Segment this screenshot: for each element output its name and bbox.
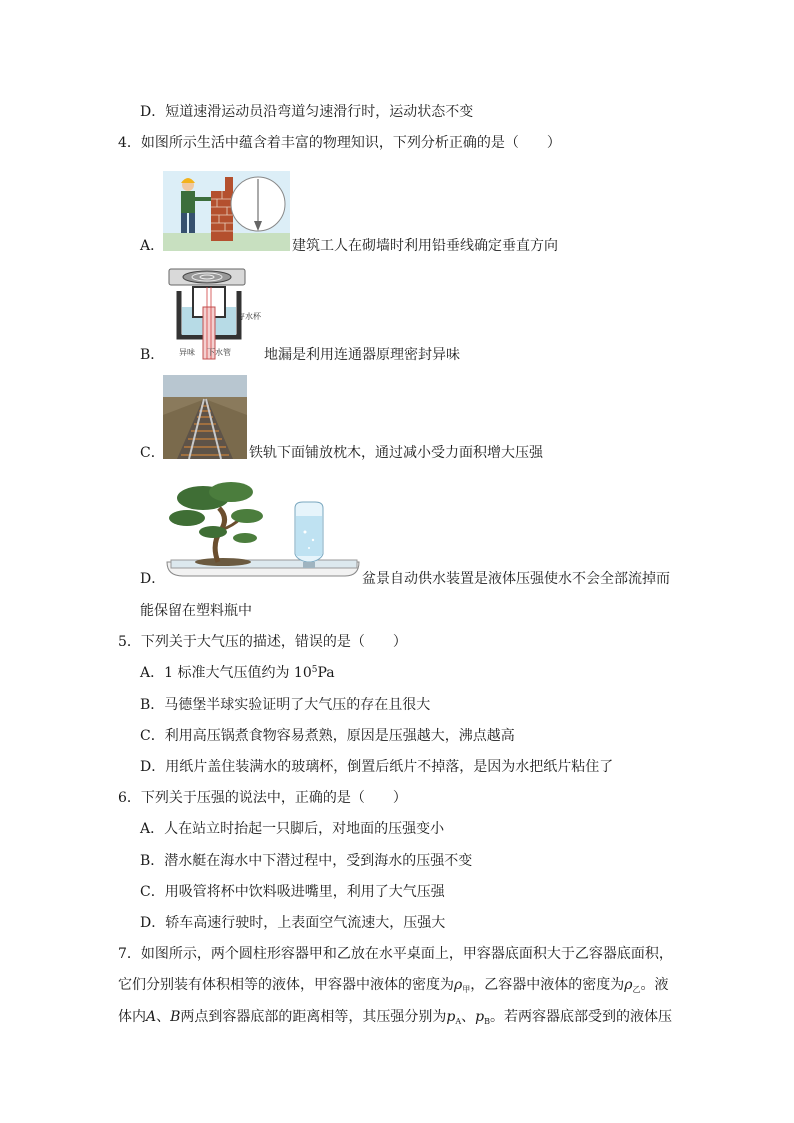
- rho-subscript-yi: 乙: [632, 985, 641, 994]
- q4-option-d-text: 盆景自动供水装置是液体压强使水不会全部流掉而: [362, 571, 670, 587]
- q6-option-d: D．轿车高速行驶时，上表面空气流速大，压强大: [140, 915, 446, 931]
- q4-option-b-letter: B．: [140, 347, 165, 363]
- separator: 、: [156, 1009, 171, 1025]
- q5-option-a-text: A．1 标准大气压值约为 10: [140, 665, 312, 681]
- bricklayer-plumb-line-figure: [163, 171, 290, 251]
- q7-line-2: [118, 975, 668, 995]
- q7-line-2-part-a: 它们分别装有体积相等的液体，甲容器中液体的密度为: [118, 977, 454, 993]
- floor-drain-figure: [163, 267, 263, 360]
- q4-option-a-text: 建筑工人在砌墙时利用铅垂线确定垂直方向: [292, 238, 558, 254]
- rho-subscript-jia: 甲: [462, 985, 471, 994]
- q7-line-3: [118, 1007, 672, 1027]
- fig-label-odor: 异味: [179, 348, 195, 357]
- q5-option-b: B．马德堡半球实验证明了大气压的存在且很大: [140, 697, 431, 713]
- q6-option-b: B．潜水艇在海水中下潜过程中，受到海水的压强不变: [140, 853, 473, 869]
- q6-stem: 6．下列关于压强的说法中，正确的是（ ）: [118, 790, 407, 806]
- rho-symbol: ρ: [454, 977, 463, 993]
- fig-label-cup: 存水杯: [237, 312, 261, 321]
- q7-line-3-part-b: 两点到容器底部的距离相等，其压强分别为: [180, 1009, 447, 1025]
- q4-option-d-text-continued: 能保留在塑料瓶中: [140, 603, 252, 619]
- q6-option-c: C．用吸管将杯中饮料吸进嘴里，利用了大气压强: [140, 884, 445, 900]
- railway-track-figure: [163, 375, 247, 459]
- rho-symbol: ρ: [624, 977, 633, 993]
- q5-option-d: D．用纸片盖住装满水的玻璃杯，倒置后纸片不掉落，是因为水把纸片粘住了: [140, 759, 614, 775]
- q7-line-2-part-c: 。液: [640, 977, 669, 993]
- fig-label-pipe: 下水管: [207, 348, 231, 357]
- q6-option-a: A．人在站立时抬起一只脚后，对地面的压强变小: [140, 821, 445, 837]
- q4-option-c-letter: C．: [140, 445, 165, 461]
- separator: 、: [461, 1009, 476, 1025]
- q4-option-a-letter: A．: [140, 238, 165, 254]
- bonsai-water-bottle-figure: [163, 478, 363, 578]
- q5-option-a-exponent: 5: [311, 665, 318, 675]
- q4-stem: 4．如图所示生活中蕴含着丰富的物理知识，下列分析正确的是（ ）: [118, 135, 561, 151]
- q3-option-d: D．短道速滑运动员沿弯道匀速滑行时，运动状态不变: [140, 104, 474, 120]
- pressure-symbol: p: [475, 1009, 485, 1025]
- q4-option-d-letter: D．: [140, 571, 166, 587]
- pressure-symbol: p: [446, 1009, 456, 1025]
- q7-line-2-part-b: ，乙容器中液体的密度为: [470, 977, 625, 993]
- point-b-label: B: [170, 1009, 181, 1025]
- q5-option-a-unit: Pa: [317, 665, 335, 681]
- point-a-label: A: [146, 1009, 157, 1025]
- q7-line-3-part-c: 。若两容器底部受到的液体压: [490, 1009, 673, 1025]
- q4-option-b-text: 地漏是利用连通器原理密封异味: [264, 347, 460, 363]
- q5-option-a: [140, 663, 335, 683]
- q4-option-c-text: 铁轨下面铺放枕木，通过减小受力面积增大压强: [249, 445, 543, 461]
- pressure-subscript-a: A: [455, 1017, 462, 1026]
- q7-line-3-part-a: 体内: [118, 1009, 146, 1025]
- q5-stem: 5．下列关于大气压的描述，错误的是（ ）: [118, 634, 407, 650]
- q5-option-c: C．利用高压锅煮食物容易煮熟，原因是压强越大，沸点越高: [140, 728, 515, 744]
- pressure-subscript-b: B: [484, 1017, 491, 1026]
- q7-line-1: 7．如图所示，两个圆柱形容器甲和乙放在水平桌面上，甲容器底面积大于乙容器底面积，: [118, 946, 673, 962]
